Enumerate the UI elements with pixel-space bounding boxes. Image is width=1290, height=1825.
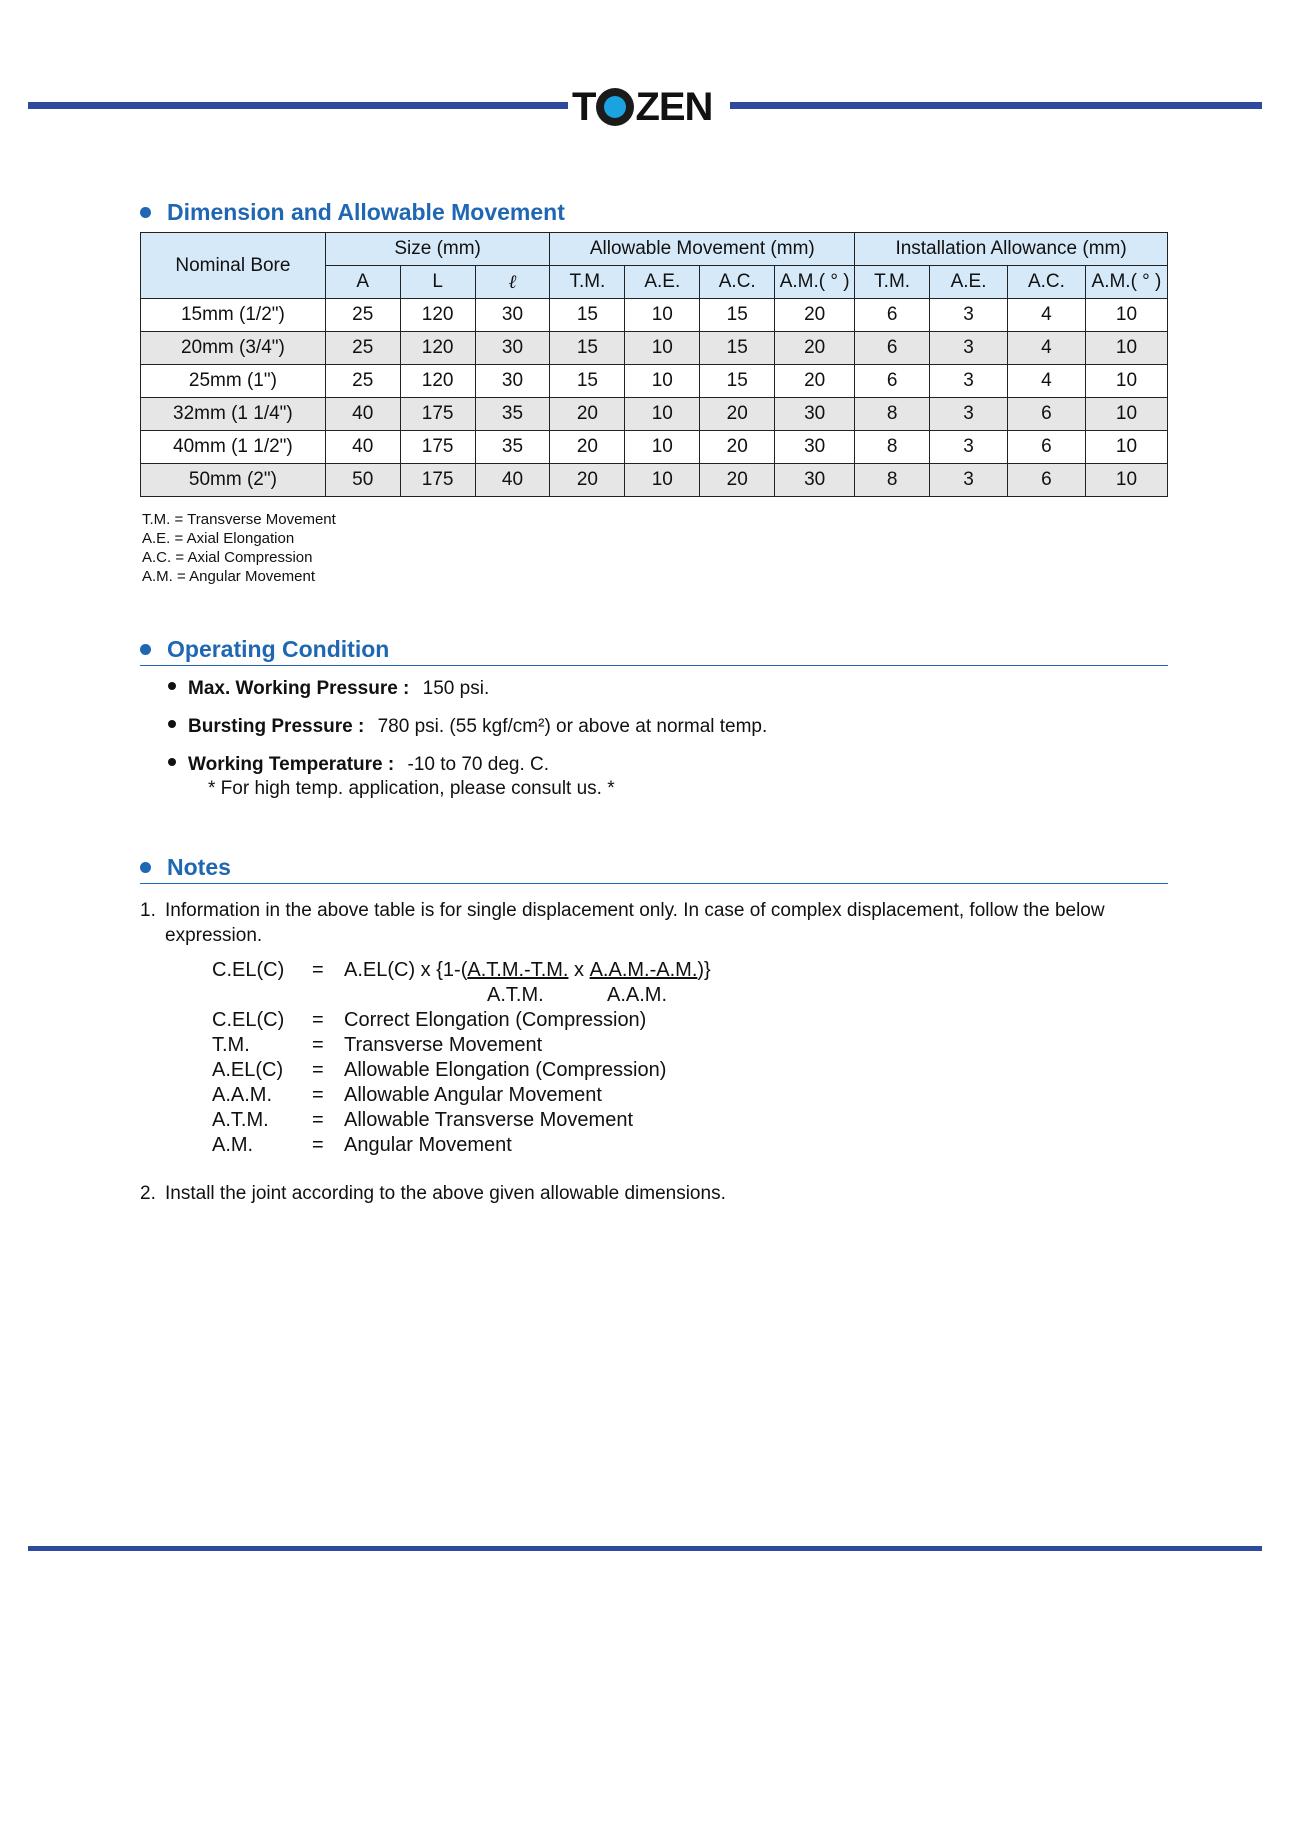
definition-row xyxy=(212,1008,711,1033)
cell-tm: 20 xyxy=(550,398,625,431)
list-item-text xyxy=(188,678,489,700)
section-title: Notes xyxy=(167,854,231,880)
cell-a: 25 xyxy=(325,332,400,365)
cell-l: 120 xyxy=(400,299,475,332)
list-item xyxy=(168,754,767,800)
condition-label: Max. Working Pressure : xyxy=(188,678,410,699)
definition-desc: Correct Elongation (Compression) xyxy=(344,1009,647,1031)
subheader-ell: ℓ xyxy=(475,266,550,299)
cell-install-ae: 3 xyxy=(930,398,1008,431)
subheader-tm: T.M. xyxy=(550,266,625,299)
formula-rhs-end: )} xyxy=(697,959,711,981)
section-heading-notes xyxy=(140,854,1168,884)
cell-install-ac: 4 xyxy=(1008,365,1086,398)
subheader-install-ae: A.E. xyxy=(930,266,1008,299)
list-item xyxy=(168,716,767,738)
cell-ell: 35 xyxy=(475,431,550,464)
cell-ac: 15 xyxy=(700,332,775,365)
cell-install-tm: 8 xyxy=(855,431,930,464)
cell-install-ae: 3 xyxy=(930,431,1008,464)
formula-denominator-1: A.T.M. xyxy=(487,984,544,1006)
table-row xyxy=(141,365,1168,398)
table-row xyxy=(141,464,1168,497)
table-row xyxy=(141,398,1168,431)
subheader-l: L xyxy=(400,266,475,299)
cell-ae: 10 xyxy=(625,398,700,431)
list-item-text xyxy=(188,716,767,738)
cell-ac: 20 xyxy=(700,464,775,497)
bullet-icon xyxy=(140,644,151,655)
formula-numerator-2: A.A.M.-A.M. xyxy=(589,959,698,981)
cell-bore: 32mm (1 1/4") xyxy=(141,398,326,431)
note-number: 2. xyxy=(140,1183,156,1204)
definition-term: A.M. xyxy=(212,1134,254,1156)
legend-line: A.C. = Axial Compression xyxy=(142,549,313,566)
cell-a: 25 xyxy=(325,299,400,332)
cell-tm: 15 xyxy=(550,299,625,332)
cell-ae: 10 xyxy=(625,431,700,464)
definition-equals: = xyxy=(312,1109,324,1131)
operating-conditions-list xyxy=(168,678,767,816)
section-heading-dimension xyxy=(140,199,1168,226)
header-rule-right xyxy=(730,102,1262,109)
note-text: Install the joint according to the above given allowable dimensions. xyxy=(165,1183,726,1204)
cell-install-ac: 6 xyxy=(1008,464,1086,497)
formula-lhs: C.EL(C) xyxy=(212,959,285,981)
cell-am: 20 xyxy=(775,332,855,365)
subheader-ae: A.E. xyxy=(625,266,700,299)
cell-l: 175 xyxy=(400,398,475,431)
table-row xyxy=(141,431,1168,464)
definition-equals: = xyxy=(312,1009,324,1031)
cell-am: 30 xyxy=(775,464,855,497)
definition-equals: = xyxy=(312,1034,324,1056)
cell-tm: 20 xyxy=(550,464,625,497)
cell-tm: 15 xyxy=(550,365,625,398)
cell-ac: 15 xyxy=(700,365,775,398)
cell-ell: 35 xyxy=(475,398,550,431)
header-size: Size (mm) xyxy=(325,233,550,266)
cell-install-ae: 3 xyxy=(930,299,1008,332)
cell-ae: 10 xyxy=(625,365,700,398)
dimension-table xyxy=(140,232,1168,497)
cell-install-am: 10 xyxy=(1085,431,1167,464)
subheader-install-am: A.M.( ° ) xyxy=(1085,266,1167,299)
header-installation-allowance: Installation Allowance (mm) xyxy=(855,233,1168,266)
cell-install-ae: 3 xyxy=(930,464,1008,497)
table-row xyxy=(141,299,1168,332)
bullet-icon xyxy=(168,682,176,690)
condition-value: 780 psi. (55 kgf/cm²) or above at normal temp. xyxy=(377,716,768,737)
cell-tm: 20 xyxy=(550,431,625,464)
definition-desc: Allowable Transverse Movement xyxy=(344,1109,634,1131)
header-rule-left xyxy=(28,102,568,109)
cell-install-tm: 6 xyxy=(855,332,930,365)
section-title: Dimension and Allowable Movement xyxy=(167,199,565,225)
cell-am: 30 xyxy=(775,431,855,464)
cell-bore: 50mm (2") xyxy=(141,464,326,497)
section-title: Operating Condition xyxy=(167,636,390,662)
formula-rhs-start: A.EL(C) x {1-( xyxy=(344,959,468,981)
cell-ac: 20 xyxy=(700,398,775,431)
cell-am: 30 xyxy=(775,398,855,431)
definition-desc: Transverse Movement xyxy=(344,1034,543,1056)
note-item xyxy=(140,898,1168,948)
subheader-am: A.M.( ° ) xyxy=(775,266,855,299)
definition-term: A.EL(C) xyxy=(212,1059,284,1081)
tozen-logo xyxy=(572,83,727,131)
logo-letter-t: T xyxy=(572,85,596,129)
definition-term: A.A.M. xyxy=(212,1084,273,1106)
cell-install-ae: 3 xyxy=(930,365,1008,398)
cell-ell: 30 xyxy=(475,332,550,365)
definition-term: T.M. xyxy=(212,1034,250,1056)
bullet-icon xyxy=(140,862,151,873)
definition-equals: = xyxy=(312,1134,324,1156)
condition-label: Working Temperature : xyxy=(188,754,395,775)
header-nominal-bore: Nominal Bore xyxy=(141,233,326,299)
table-row xyxy=(141,332,1168,365)
legend-line: A.E. = Axial Elongation xyxy=(142,530,295,547)
list-item-text xyxy=(188,754,615,800)
definition-row xyxy=(212,1108,711,1133)
definition-term: A.T.M. xyxy=(212,1109,269,1131)
abbreviation-legend xyxy=(142,510,336,586)
note-item xyxy=(140,1181,726,1206)
formula-multiply: x xyxy=(568,959,590,981)
cell-install-ae: 3 xyxy=(930,332,1008,365)
cell-a: 50 xyxy=(325,464,400,497)
condition-note: * For high temp. application, please consult us. * xyxy=(208,778,615,799)
bullet-icon xyxy=(168,758,176,766)
cell-install-tm: 6 xyxy=(855,365,930,398)
subheader-install-ac: A.C. xyxy=(1008,266,1086,299)
definition-row xyxy=(212,1083,711,1108)
cell-a: 25 xyxy=(325,365,400,398)
cell-ae: 10 xyxy=(625,332,700,365)
logo-letters-zen: ZEN xyxy=(635,85,713,129)
notes-body xyxy=(140,898,1168,1204)
cell-install-am: 10 xyxy=(1085,299,1167,332)
definition-term: C.EL(C) xyxy=(212,1009,285,1031)
condition-value: -10 to 70 deg. C. xyxy=(407,754,550,775)
formula-numerator-1: A.T.M.-T.M. xyxy=(467,959,569,981)
definition-row xyxy=(212,1058,711,1083)
definition-desc: Angular Movement xyxy=(344,1134,512,1156)
cell-am: 20 xyxy=(775,299,855,332)
formula-denominator-2: A.A.M. xyxy=(607,984,668,1006)
cell-bore: 25mm (1") xyxy=(141,365,326,398)
definition-row xyxy=(212,1033,711,1058)
legend-line: T.M. = Transverse Movement xyxy=(142,511,336,528)
cell-ae: 10 xyxy=(625,299,700,332)
bullet-icon xyxy=(140,207,151,218)
cell-ell: 30 xyxy=(475,299,550,332)
footer-rule xyxy=(28,1546,1262,1551)
cell-install-am: 10 xyxy=(1085,464,1167,497)
formula-denominators xyxy=(212,983,711,1008)
bullet-icon xyxy=(168,720,176,728)
formula-row xyxy=(212,958,711,983)
subheader-install-tm: T.M. xyxy=(855,266,930,299)
cell-install-tm: 6 xyxy=(855,299,930,332)
cell-install-am: 10 xyxy=(1085,398,1167,431)
definition-desc: Allowable Angular Movement xyxy=(344,1084,602,1106)
cell-bore: 40mm (1 1/2") xyxy=(141,431,326,464)
note-text: Information in the above table is for single displacement only. In case of complex displacement, follow the below expression. xyxy=(165,900,1105,946)
complex-displacement-formula xyxy=(212,958,711,1158)
condition-label: Bursting Pressure : xyxy=(188,716,365,737)
cell-install-tm: 8 xyxy=(855,464,930,497)
cell-install-ac: 6 xyxy=(1008,398,1086,431)
cell-ac: 20 xyxy=(700,431,775,464)
cell-install-am: 10 xyxy=(1085,365,1167,398)
note-number: 1. xyxy=(140,900,156,921)
subheader-a: A xyxy=(325,266,400,299)
definition-equals: = xyxy=(312,1084,324,1106)
cell-l: 175 xyxy=(400,431,475,464)
definition-row xyxy=(212,1133,711,1158)
cell-install-am: 10 xyxy=(1085,332,1167,365)
cell-ae: 10 xyxy=(625,464,700,497)
cell-ell: 40 xyxy=(475,464,550,497)
cell-l: 175 xyxy=(400,464,475,497)
cell-tm: 15 xyxy=(550,332,625,365)
subheader-ac: A.C. xyxy=(700,266,775,299)
condition-value: 150 psi. xyxy=(422,678,490,699)
definition-desc: Allowable Elongation (Compression) xyxy=(344,1059,667,1081)
cell-install-ac: 6 xyxy=(1008,431,1086,464)
cell-bore: 15mm (1/2") xyxy=(141,299,326,332)
section-heading-operating xyxy=(140,636,1168,666)
header-allowable-movement: Allowable Movement (mm) xyxy=(550,233,855,266)
list-item xyxy=(168,678,767,700)
cell-install-ac: 4 xyxy=(1008,299,1086,332)
cell-install-tm: 8 xyxy=(855,398,930,431)
cell-ell: 30 xyxy=(475,365,550,398)
cell-a: 40 xyxy=(325,398,400,431)
formula-equals: = xyxy=(312,959,324,981)
logo-circle-icon xyxy=(596,88,634,126)
cell-l: 120 xyxy=(400,332,475,365)
cell-am: 20 xyxy=(775,365,855,398)
cell-a: 40 xyxy=(325,431,400,464)
cell-ac: 15 xyxy=(700,299,775,332)
cell-l: 120 xyxy=(400,365,475,398)
cell-install-ac: 4 xyxy=(1008,332,1086,365)
definition-equals: = xyxy=(312,1059,324,1081)
cell-bore: 20mm (3/4") xyxy=(141,332,326,365)
legend-line: A.M. = Angular Movement xyxy=(142,568,315,585)
